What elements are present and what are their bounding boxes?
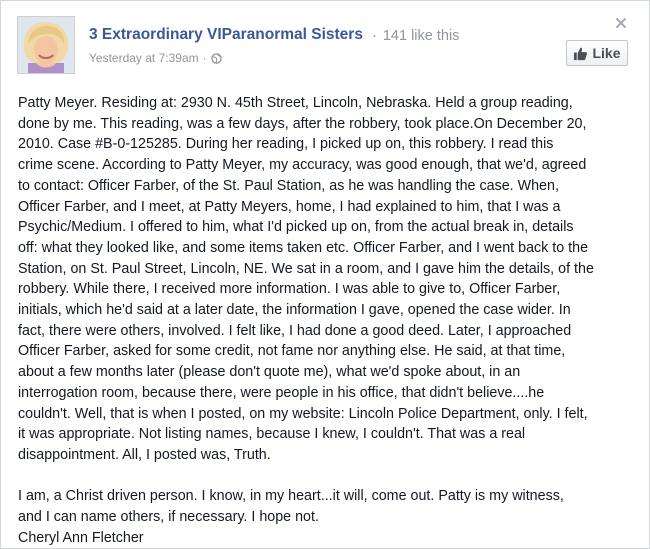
post-paragraph-2: I am, a Christ driven person. I know, in my heart...it will, come out. Patty is my witness, and I can name others, if necessary. I hope not. Cheryl Ann Fletcher (18, 488, 564, 546)
post-body (18, 93, 634, 548)
post-timestamp[interactable]: Yesterday at 7:39am (89, 51, 199, 65)
post-meta: Yesterday at 7:39am · (89, 51, 222, 67)
globe-icon (211, 53, 222, 67)
like-button-label: Like (592, 45, 621, 61)
likes-text: 141 like this (382, 28, 460, 44)
avatar[interactable] (17, 16, 75, 74)
like-button[interactable] (566, 40, 628, 66)
page-name-link[interactable]: 3 Extraordinary VIParanormal Sisters (89, 26, 363, 43)
post-paragraph-1: Patty Meyer. Residing at: 2930 N. 45th Street, Lincoln, Nebraska. Held a group reading, done by me. This reading, was a few days, after the robbery, took place.On December 20, 2010. Case #B-0-125285. During her reading, I picked up on, this robbery. I read this crime scene. According to Patty Meyer, my accuracy, was good enough, that we'd, agreed to contact: Officer Farber, of the St. Paul Station, as he was handling the case. When, Officer Farber, and I meet, at Patty Meyers, home, I had explained to him, that I was a Psychic/Medium. I offered to him, what I'd picked up on, from the actual break in, details off: what they looked like, and some items taken etc. Officer Farber, and I went back to the Station, on St. Paul Street, Lincoln, NE. We sat in a room, and I gave him the details, of the robbery. While there, I received more information. I was able to give to, Officer Farber, initials, which he'd said at a later date, the information I gave, opened the case wider. In fact, there were others, involved. I felt like, I had done a good deed. Later, I approached Officer Farber, asked for some credit, not fame nor anything else. He said, at that time, about a few months later (please don't quote me), what we'd spoke about, in an interrogation room, because there, were people in his office, that didn't believe....he couldn't. Well, that is when I posted, on my website: Lincoln Police Department, only. I felt, it was appropriate. Not listing names, because I knew, I couldn't. That was a real disappointment. All, I posted was, Truth. (18, 95, 594, 463)
likes-count: · 141 like this (372, 28, 460, 44)
close-icon[interactable] (613, 15, 629, 31)
thumbs-up-icon (573, 46, 588, 61)
